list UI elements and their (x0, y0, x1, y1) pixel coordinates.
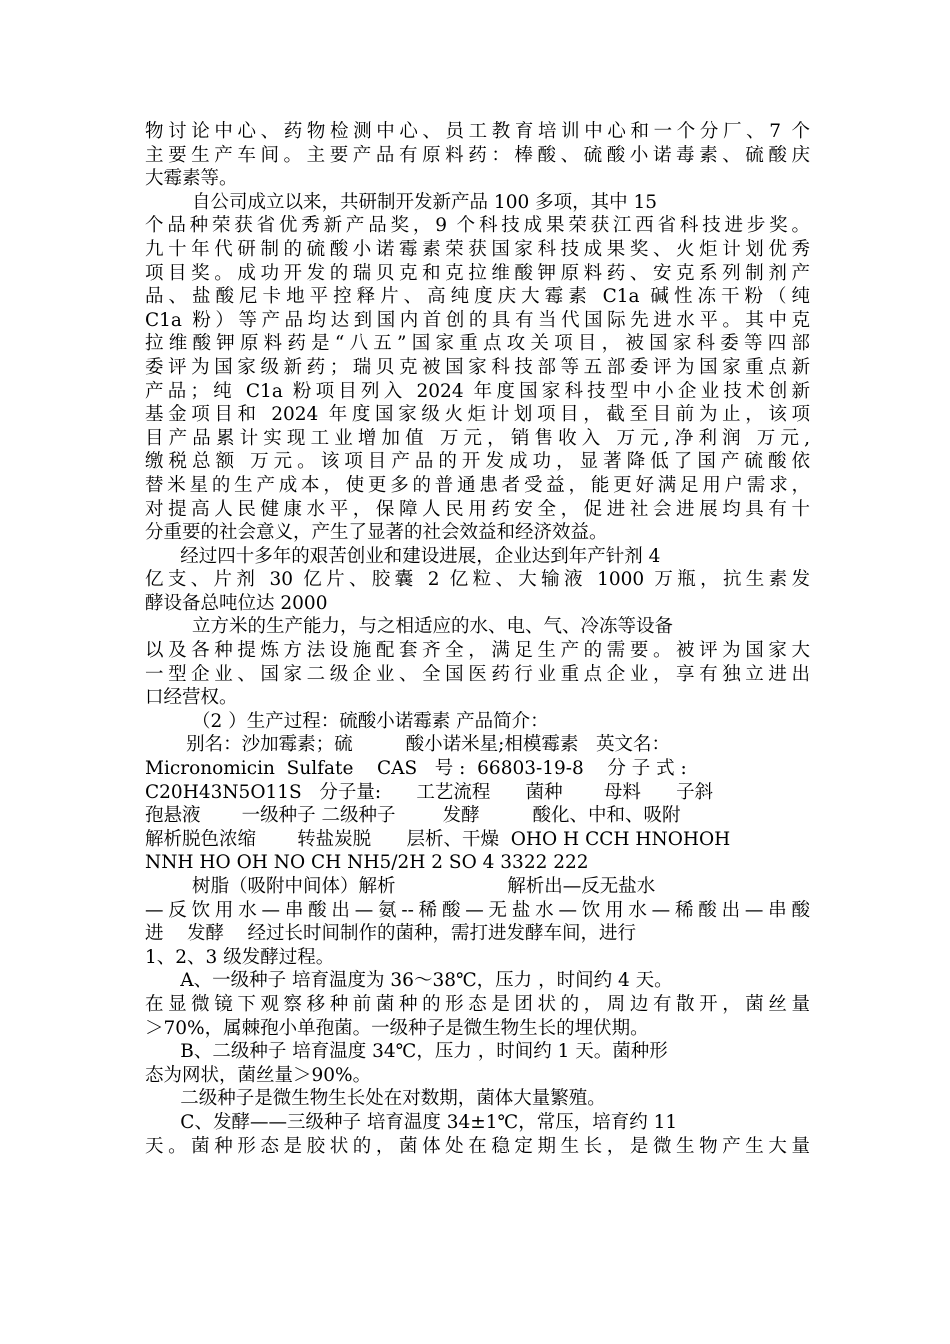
text-line: 基金项目和 2024 年度国家级火炬计划项目，截至目前为止，该项 (145, 404, 810, 426)
text-line: 在显微镜下观察移种前菌种的形态是团状的，周边有散开，菌丝量 (145, 993, 810, 1015)
text-line: 缴税总额 万元。该项目产品的开发成功，显著降低了国产硫酸依 (145, 451, 810, 473)
text-line: 物讨论中心、药物检测中心、员工教育培训中心和一个分厂、7 个 (145, 121, 810, 142)
text-line: C20H43N5O11S 分子量: 工艺流程 菌种 母料 子斜 (145, 781, 714, 803)
text-line: 天。菌种形态是胶状的，菌体处在稳定期生长，是微生物产生大量 (145, 1135, 810, 1157)
text-line: 项目奖。成功开发的瑞贝克和克拉维酸钾原料药、安克系列制剂产 (145, 262, 810, 284)
text-line: A、一级种子 培育温度为 36～38℃，压力 ，时间约 4 天。 (145, 970, 673, 992)
text-line: C1a 粉）等产品均达到国内首创的具有当代国际先进水平。其中克 (145, 309, 810, 331)
text-line: 品、盐酸尼卡地平控释片、高纯度庆大霉素 C1a 碱性冻干粉（纯 (145, 286, 810, 308)
text-line: 解析脱色浓缩 转盐炭脱 层析、干燥 OHO H CCH HNOHOH (145, 828, 731, 850)
text-line: NNH HO OH NO CH NH5/2H 2 SO 4 3322 222 (145, 852, 589, 874)
text-line: 1、2、3 级发酵过程。 (145, 946, 335, 968)
text-line: 个品种荣获省优秀新产品奖，9 个科技成果荣获江西省科技进步奖。 (145, 215, 810, 237)
text-line: 产品；纯 C1a 粉项目列入 2024 年度国家科技型中小企业技术创新 (145, 380, 810, 402)
text-line: 态为网状，菌丝量＞90%。 (145, 1064, 372, 1086)
text-line: 亿支、片剂 30 亿片、胶囊 2 亿粒、大输液 1000 万瓶，抗生素发 (145, 569, 810, 591)
text-line: 一型企业、国家二级企业、全国医药行业重点企业，享有独立进出 (145, 663, 810, 685)
text-line: —反饮用水—串酸出—氨--稀酸—无盐水—饮用水—稀酸出—串酸 (145, 899, 810, 921)
text-line: 替米星的生产成本，使更多的普通患者受益，能更好满足用户需求， (145, 474, 810, 496)
text-line: 立方米的生产能力，与之相适应的水、电、气、冷冻等设备 (145, 616, 674, 638)
text-line: 大霉素等。 (145, 168, 238, 190)
text-line: （2 ）生产过程：硫酸小诺霉素 产品简介： (145, 710, 549, 732)
text-line: 酵设备总吨位达 2000 (145, 592, 328, 614)
text-line: 主要生产车间。主要产品有原料药：棒酸、硫酸小诺毒素、硫酸庆 (145, 144, 810, 166)
text-line: ＞70%，属棘孢小单孢菌。一级种子是微生物生长的埋伏期。 (145, 1017, 649, 1039)
text-line: Micronomicin Sulfate CAS 号 : 66803-19-8 分 子 式 : (145, 758, 687, 780)
text-line: 委评为国家级新药；瑞贝克被国家科技部等五部委评为国家重点新 (145, 356, 810, 378)
text-line: C、发酵——三级种子 培育温度 34±1℃，常压，培育约 11 (145, 1111, 678, 1133)
document-page (145, 120, 810, 1158)
text-line: 口经营权。 (145, 687, 238, 709)
text-line: 进 发酵 经过长时间制作的菌种，需打进发酵车间，进行 (145, 923, 637, 945)
text-line: 二级种子是微生物生长处在对数期，菌体大量繁殖。 (145, 1088, 606, 1110)
text-line: 分重要的社会意义，产生了显著的社会效益和经济效益。 (145, 522, 608, 544)
text-line: 目产品累计实现工业增加值 万元，销售收入 万元,净利润 万元, (145, 427, 810, 449)
text-line: 以及各种提炼方法设施配套齐全，满足生产的需要。被评为国家大 (145, 640, 810, 662)
text-line: 树脂（吸附中间体）解析 解析出—反无盐水 (145, 876, 656, 897)
text-line: 九十年代研制的硫酸小诺霉素荣获国家科技成果奖、火炬计划优秀 (145, 238, 810, 260)
text-line: 经过四十多年的艰苦创业和建设进展，企业达到年产针剂 4 (145, 545, 661, 567)
text-line: 拉维酸钾原料药是“八五”国家重点攻关项目，被国家科委等四部 (145, 333, 810, 355)
text-line: B、二级种子 培育温度 34℃，压力 ，时间约 1 天。菌种形 (145, 1041, 668, 1063)
text-line: 别名：沙加霉素；硫 酸小诺米星;相模霉素 英文名： (145, 734, 670, 756)
text-line: 自公司成立以来，共研制开发新产品 100 多项，其中 15 (145, 191, 658, 213)
text-line: 孢悬液 一级种子 二级种子 发酵 酸化、中和、吸附 (145, 805, 681, 827)
text-line: 对提高人民健康水平，保障人民用药安全，促进社会进展均具有十 (145, 498, 810, 520)
